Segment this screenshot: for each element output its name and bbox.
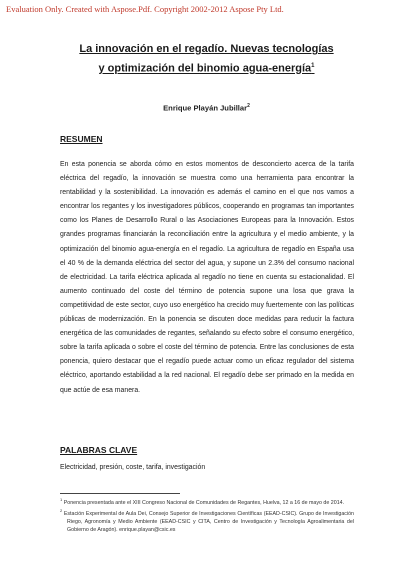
- footnote-2: [60, 507, 354, 534]
- footnote-1: [60, 496, 354, 507]
- footnotes: [60, 496, 354, 534]
- title-line-2: [40, 58, 373, 78]
- paper-title: [40, 41, 373, 78]
- footnote-1-mark: 1: [60, 497, 63, 502]
- abstract-body: [60, 158, 354, 398]
- keywords-text: Electricidad, presión, coste, tarifa, investigación: [60, 464, 206, 471]
- footnote-rule: [60, 493, 180, 494]
- title-footnote-mark: 1: [311, 63, 315, 69]
- title-line-1: La innovación en el regadío. Nuevas tecnologías: [79, 43, 334, 55]
- footnote-2-text: Estación Experimental de Aula Dei, Consejo Superior de Investigaciones Científicas (EEAD-CSIC). Grupo de Investigación Riego, Agronomía y Medio Ambiente (EEAD-CSIC y CITA, Centro de Investigación y Tecnología Agroalimentaria del Gobierno de Aragón). enrique.playan@csic.es: [63, 510, 354, 534]
- author-name-text: Enrique Playán Jubillar: [163, 103, 248, 113]
- footnote-2-mark: 2: [60, 507, 63, 513]
- title-line-2-text: y optimización del binomio agua-energía: [98, 62, 312, 75]
- author-name: [40, 103, 373, 113]
- author-footnote-mark: 2: [247, 103, 250, 109]
- evaluation-watermark: Evaluation Only. Created with Aspose.Pdf. Copyright 2002-2012 Aspose Pty Ltd.: [6, 4, 284, 14]
- abstract-paragraph: En esta ponencia se aborda cómo en estos momentos de desconcierto acerca de la tarifa eléctrica del regadío, la innovación se muestra como una herramienta para encontrar la rentabilidad y la sostenibilidad. La innovación es además el camino en el que nos vamos a encontrar los regantes y los investigadores públicos, cooperando en programas tan importantes como los Planes de Desarrollo Rural o las Asociaciones Europeas para la Innovación. Estos grandes programas financiarán la reconciliación entre la agricultura y el medio ambiente, y la optimización del binomio agua-energía en el regadío. La agricultura de regadío en España usa el 40 % de la demanda eléctrica del sector del agua, y supone un 2.3% del consumo nacional de electricidad. La tarifa eléctrica aplicada al regadío no tiene en cuenta su estacionalidad. El aumento continuado del coste del término de potencia supone una losa que grava la competitividad de este sector, cuyo uso energético ha crecido muy fuertemente con las políticas públicas de modernización. En la ponencia se discuten doce medidas para reducir la factura energética de las comunidades de regantes, señalando su efecto sobre el consumo energético, sobre la tarifa aplicada o sobre el coste del término de potencia. Entre las conclusiones de esta ponencia, quiero destacar que el regadío puede actuar como un eficaz regulador del sistema eléctrico, aportando estabilidad a la red nacional. El regadío debe ser primado en la medida en que actúe de esa manera.: [60, 161, 354, 394]
- footnote-1-text: Ponencia presentada ante el XIII Congreso Nacional de Comunidades de Regantes, Huelva, 12 a 16 de mayo de 2014.: [63, 499, 345, 506]
- keywords-heading: PALABRAS CLAVE: [60, 445, 138, 455]
- abstract-heading: RESUMEN: [60, 134, 103, 144]
